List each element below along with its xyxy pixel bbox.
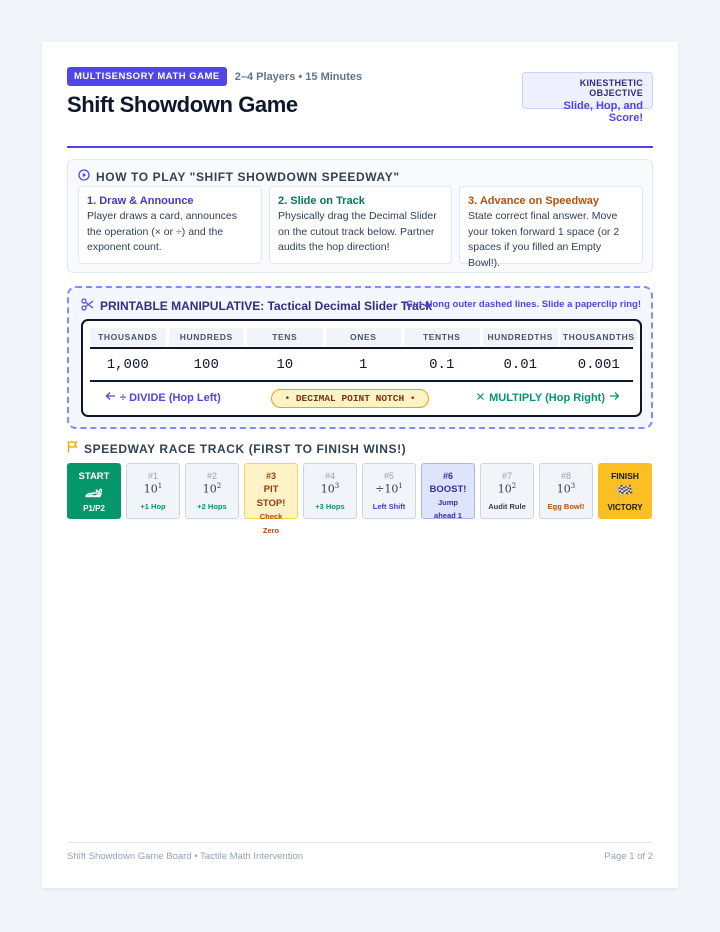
- cell-action: +2 Hops: [197, 501, 227, 511]
- pit-action: Zero: [262, 526, 280, 535]
- track-cell-pit-stop[interactable]: [244, 463, 298, 535]
- track-cell-4[interactable]: [303, 463, 357, 519]
- cell-power: $10^3$: [320, 482, 340, 496]
- cut-hint: Cut along outer dashed lines. Slide a paperclip ring!: [406, 299, 641, 310]
- manipulative-title: PRINTABLE MANIPULATIVE: Tactical Decimal Slider Track: [100, 299, 433, 313]
- place-column-hundreds: [169, 328, 245, 373]
- column-header: ONES: [326, 328, 402, 346]
- place-column-tens: [247, 328, 323, 373]
- column-value: 10: [276, 357, 294, 373]
- manipulative-heading: [81, 298, 432, 314]
- column-value: 100: [193, 357, 219, 373]
- cell-action: Audit Rule: [488, 501, 526, 511]
- player-meta: 2–4 Players • 15 Minutes: [234, 70, 363, 83]
- pit-label: STOP!: [256, 498, 286, 509]
- place-column-tenths: [404, 328, 480, 373]
- track-cell-boost[interactable]: [421, 463, 475, 519]
- arrow-right-icon: [609, 391, 620, 404]
- divider: [90, 347, 633, 349]
- step-text: State correct final answer. Move your token forward 1 space (or 2 spaces if you filled an Empty Bowl!).: [468, 210, 620, 269]
- boost-action: ahead 1: [434, 511, 462, 520]
- how-to-play-title: HOW TO PLAY "SHIFT SHOWDOWN SPEEDWAY": [96, 169, 400, 184]
- column-header: HUNDREDTHS: [483, 328, 559, 346]
- boost-action: Jump: [437, 498, 458, 507]
- column-header: TENS: [247, 328, 323, 346]
- multiply-label: MULTIPLY (Hop Right): [489, 391, 605, 404]
- column-header: THOUSANDTHS: [561, 328, 637, 346]
- step-text: Player draws a card, announces the operation (× or ÷) and the exponent count.: [87, 210, 237, 253]
- finish-label: FINISH: [611, 471, 639, 481]
- place-value-columns: [90, 328, 637, 373]
- footer: [67, 842, 653, 862]
- race-track-title: SPEEDWAY RACE TRACK (FIRST TO FINISH WINS!): [84, 441, 407, 456]
- arrow-left-icon: [105, 391, 116, 404]
- cell-power: $10^1$: [143, 482, 163, 496]
- pit-label: PIT: [263, 484, 279, 495]
- column-value: 0.01: [503, 357, 538, 373]
- cell-number: #1: [147, 471, 158, 481]
- how-to-play-panel: [67, 159, 653, 273]
- column-value: 0.1: [429, 357, 455, 373]
- divide-label: ÷ DIVIDE (Hop Left): [120, 391, 221, 404]
- step-card-2: [269, 186, 452, 264]
- victory-label: VICTORY: [607, 503, 643, 512]
- cell-power: $\div 10^1$: [375, 482, 403, 496]
- multiply-direction: [476, 391, 620, 404]
- track-cell-5[interactable]: [362, 463, 416, 519]
- step-card-3: [459, 186, 643, 269]
- track-cell-1[interactable]: [126, 463, 180, 519]
- objective-box: [522, 72, 653, 124]
- printable-manipulative: [67, 286, 653, 429]
- divide-direction: [105, 391, 221, 404]
- boost-label: BOOST!: [429, 484, 467, 495]
- page-title: Shift Showdown Game: [67, 92, 298, 117]
- divider: [90, 380, 633, 382]
- cell-number: #6: [442, 471, 453, 481]
- cell-number: #2: [206, 471, 217, 481]
- play-circle-icon: [78, 169, 90, 184]
- track-cell-finish[interactable]: [598, 463, 652, 519]
- step-text: Physically drag the Decimal Slider on the cutout track below. Partner audits the hop direction!: [278, 210, 437, 253]
- cell-number: #8: [560, 471, 571, 481]
- step-title: 3. Advance on Speedway: [468, 195, 600, 207]
- cell-action: +1 Hop: [140, 501, 166, 511]
- cell-action: Left Shift: [372, 501, 406, 511]
- times-icon: [476, 392, 485, 404]
- cell-number: #5: [383, 471, 394, 481]
- step-card-1: [78, 186, 262, 264]
- category-tag: MULTISENSORY MATH GAME: [67, 67, 227, 86]
- race-track-heading: [67, 441, 406, 456]
- flag-icon: [67, 441, 78, 456]
- header: [67, 67, 653, 148]
- cell-number: #7: [501, 471, 512, 481]
- page-number: Page 1 of 2: [604, 851, 653, 862]
- game-board-page: [42, 42, 678, 888]
- column-value: 1,000: [106, 357, 149, 373]
- start-players: P1/P2: [83, 504, 105, 513]
- cell-power: $10^2$: [497, 482, 517, 496]
- checkered-flag-icon: 🏁: [616, 484, 634, 500]
- cell-power: $10^3$: [556, 482, 576, 496]
- pit-action: Check: [259, 512, 283, 521]
- place-column-hundredths: [483, 328, 559, 373]
- race-track: [67, 463, 652, 535]
- track-cell-7[interactable]: [480, 463, 534, 519]
- column-header: TENTHS: [404, 328, 480, 346]
- place-column-ones: [326, 328, 402, 373]
- column-value: 1: [359, 357, 368, 373]
- cell-power: $10^2$: [202, 482, 222, 496]
- race-car-icon: 🏎: [85, 485, 103, 501]
- place-column-thousandths: [561, 328, 637, 373]
- objective-label: KINESTHETIC OBJECTIVE: [579, 78, 643, 98]
- step-title: 1. Draw & Announce: [87, 195, 194, 207]
- start-label: START: [78, 471, 110, 482]
- cell-action: Egg Bowl!: [547, 501, 585, 511]
- column-value: 0.001: [577, 357, 620, 373]
- scissors-icon: [81, 298, 94, 314]
- cell-action: +3 Hops: [315, 501, 345, 511]
- how-to-play-heading: [78, 169, 400, 184]
- track-cell-2[interactable]: [185, 463, 239, 519]
- decimal-point-notch[interactable]: • DECIMAL POINT NOTCH •: [271, 389, 429, 408]
- step-title: 2. Slide on Track: [278, 195, 365, 207]
- place-column-thousands: [90, 328, 166, 373]
- footer-title: Shift Showdown Game Board • Tactile Math Intervention: [67, 851, 304, 862]
- column-header: HUNDREDS: [169, 328, 245, 346]
- column-header: THOUSANDS: [90, 328, 166, 346]
- objective-text: Slide, Hop, and Score!: [563, 100, 643, 124]
- cell-number: #4: [324, 471, 335, 481]
- track-cell-start[interactable]: [67, 463, 121, 519]
- decimal-slider-track[interactable]: [81, 319, 642, 417]
- track-cell-8[interactable]: [539, 463, 593, 519]
- cell-number: #3: [265, 471, 276, 481]
